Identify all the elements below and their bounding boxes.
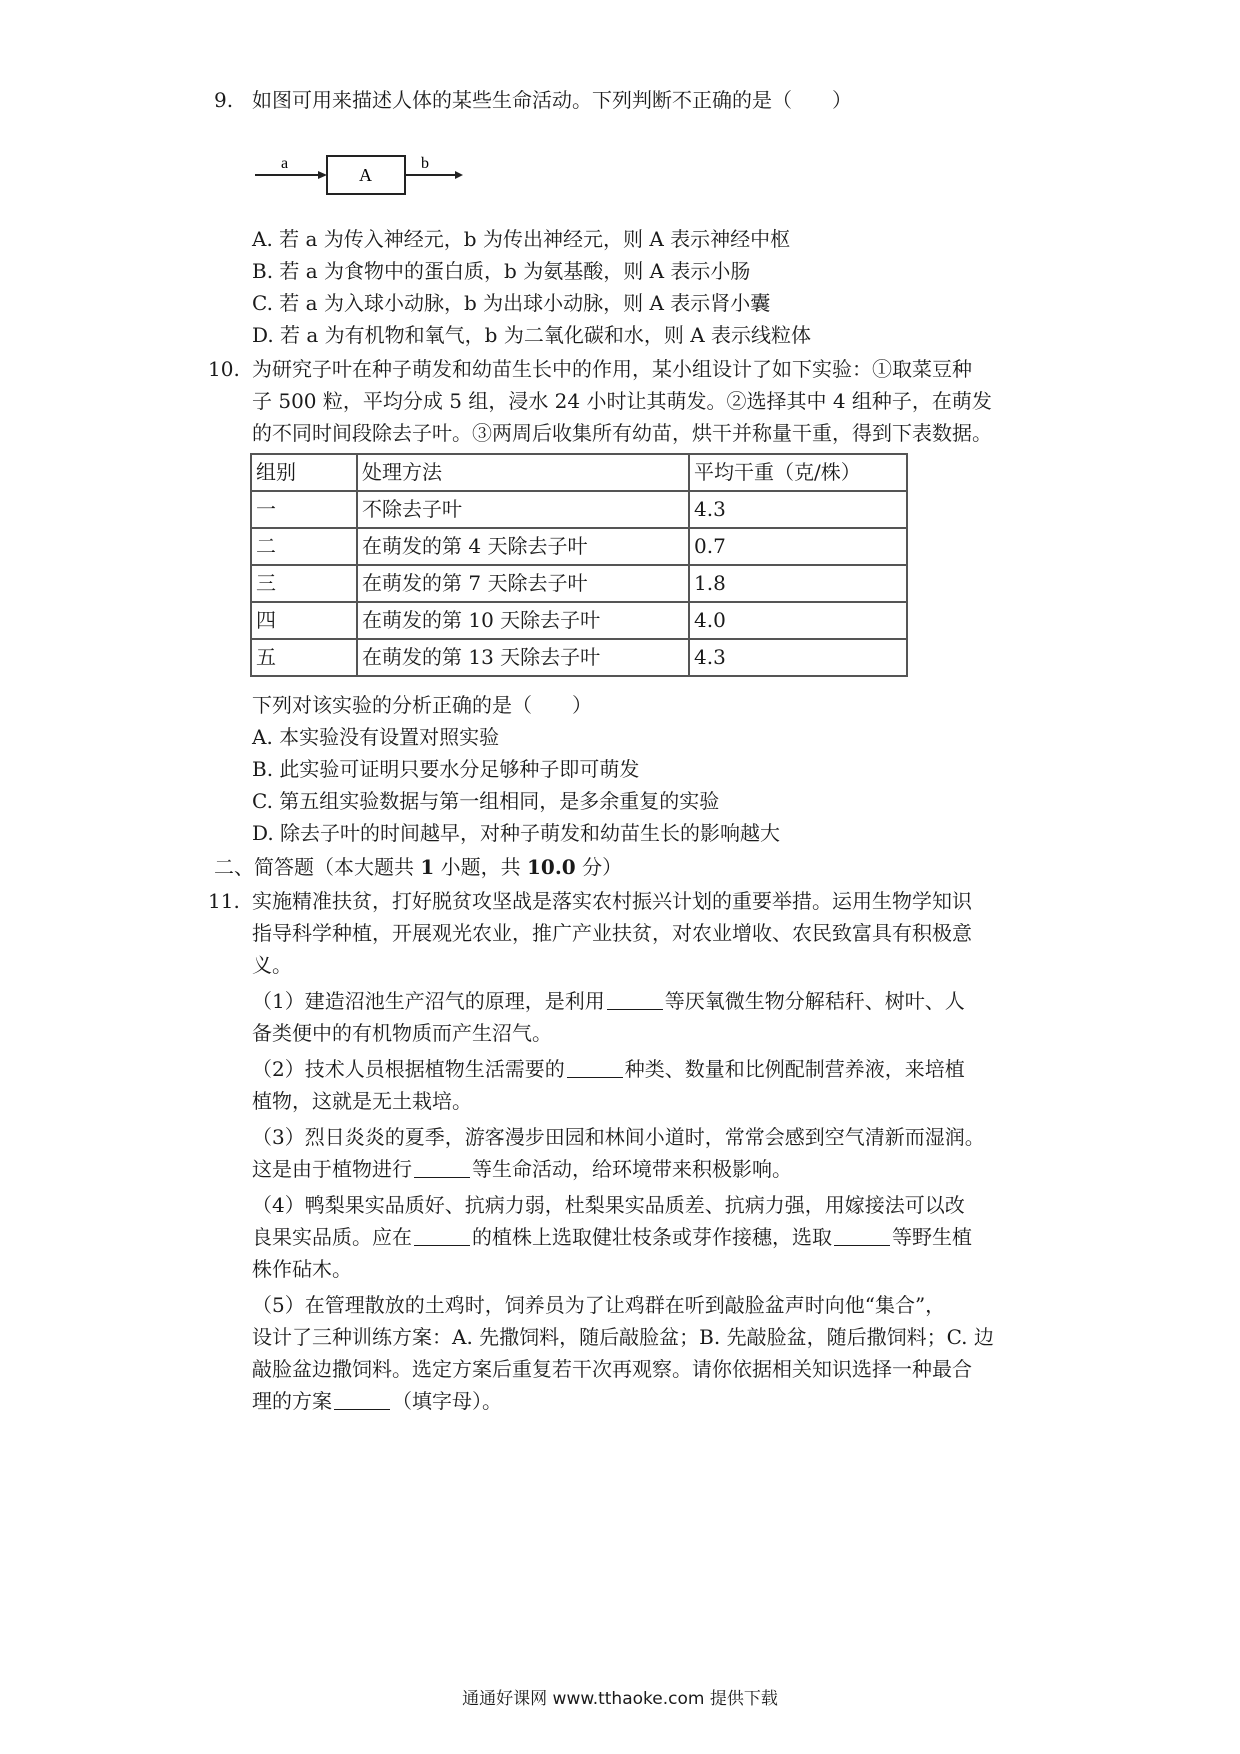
table-cell: 0.7 <box>689 528 907 565</box>
q11-part-2-line-1 <box>252 1054 965 1084</box>
q11-part-2-line-2: 植物，这就是无土栽培。 <box>252 1089 472 1113</box>
q11-part-5-line-4 <box>252 1386 502 1416</box>
q11-part-2-text-cont: 种类、数量和比例配制营养液，来培植 <box>624 1057 965 1081</box>
q9-option-d: D. 若 a 为有机物和氧气，b 为二氧化碳和水，则 A 表示线粒体 <box>252 323 811 347</box>
q11-part-4-text-end: 等野生植 <box>892 1225 972 1249</box>
q10-number: 10. <box>208 357 240 381</box>
q9-arrow-out-head <box>455 171 463 179</box>
section-heading-mid: 小题，共 <box>434 855 527 879</box>
q11-number: 11. <box>208 889 240 913</box>
q10-option-c: C. 第五组实验数据与第一组相同，是多余重复的实验 <box>252 789 720 813</box>
answer-blank-1[interactable] <box>607 989 663 1010</box>
answer-blank-4[interactable] <box>414 1225 470 1246</box>
table-cell: 在萌发的第 10 天除去子叶 <box>357 602 689 639</box>
table-cell: 二 <box>251 528 357 565</box>
q10-data-table <box>250 453 908 677</box>
q9-option-c: C. 若 a 为入球小动脉，b 为出球小动脉，则 A 表示肾小囊 <box>252 291 771 315</box>
table-header-cell: 处理方法 <box>357 454 689 491</box>
q11-part-5-line-3: 敲脸盆边撒饲料。选定方案后重复若干次再观察。请你依据相关知识选择一种最合 <box>252 1357 972 1381</box>
table-cell: 4.3 <box>689 639 907 676</box>
table-row <box>251 602 907 639</box>
q10-option-a: A. 本实验没有设置对照实验 <box>252 725 500 749</box>
q11-part-1-line-1 <box>252 986 965 1016</box>
table-cell: 三 <box>251 565 357 602</box>
q11-stem-line-2: 指导科学种植，开展观光农业，推广产业扶贫，对农业增收、农民致富具有积极意 <box>252 921 972 945</box>
q10-stem-line-1: 为研究子叶在种子萌发和幼苗生长中的作用，某小组设计了如下实验：①取菜豆种 <box>252 357 972 381</box>
table-cell: 1.8 <box>689 565 907 602</box>
q9-arrow-in-head <box>318 171 327 179</box>
q11-part-3-line-1: （3）烈日炎炎的夏季，游客漫步田园和林间小道时，常常会感到空气清新而湿润。 <box>252 1125 985 1149</box>
q9-label-box: A <box>359 165 372 185</box>
q10-question: 下列对该实验的分析正确的是（ ） <box>252 693 592 717</box>
q11-part-1-text: （1）建造沼池生产沼气的原理，是利用 <box>252 989 605 1013</box>
table-cell: 在萌发的第 4 天除去子叶 <box>357 528 689 565</box>
table-header-cell: 组别 <box>251 454 357 491</box>
q11-part-5-line-2: 设计了三种训练方案：A. 先撒饲料，随后敲脸盆；B. 先敲脸盆，随后撒饲料；C. 边 <box>252 1325 994 1349</box>
q9-option-a: A. 若 a 为传入神经元，b 为传出神经元，则 A 表示神经中枢 <box>252 227 791 251</box>
table-cell: 在萌发的第 7 天除去子叶 <box>357 565 689 602</box>
answer-blank-3[interactable] <box>414 1157 470 1178</box>
q9-option-b: B. 若 a 为食物中的蛋白质，b 为氨基酸，则 A 表示小肠 <box>252 259 751 283</box>
q11-part-5-text: 理的方案 <box>252 1389 332 1413</box>
q11-part-2-text: （2）技术人员根据植物生活需要的 <box>252 1057 565 1081</box>
q11-stem-line-3: 义。 <box>252 953 292 977</box>
q10-option-b: B. 此实验可证明只要水分足够种子即可萌发 <box>252 757 640 781</box>
table-cell: 4.0 <box>689 602 907 639</box>
q10-stem-line-3: 的不同时间段除去子叶。③两周后收集所有幼苗，烘干并称量干重，得到下表数据。 <box>252 421 992 445</box>
q11-part-3-text: 这是由于植物进行 <box>252 1157 412 1181</box>
section-score: 10.0 <box>527 855 576 879</box>
q11-part-3-text-cont: 等生命活动，给环境带来积极影响。 <box>472 1157 792 1181</box>
section-question-count: 1 <box>420 855 435 879</box>
table-cell: 4.3 <box>689 491 907 528</box>
table-cell: 一 <box>251 491 357 528</box>
q9-stem: 如图可用来描述人体的某些生命活动。下列判断不正确的是（ ） <box>252 88 852 112</box>
table-cell: 在萌发的第 13 天除去子叶 <box>357 639 689 676</box>
table-row <box>251 565 907 602</box>
q11-part-3-line-2 <box>252 1154 792 1184</box>
q9-diagram <box>255 150 465 210</box>
q11-part-4-text: 良果实品质。应在 <box>252 1225 412 1249</box>
table-row <box>251 639 907 676</box>
q9-number: 9. <box>214 88 234 112</box>
section-heading-suffix: 分） <box>575 855 623 879</box>
table-cell: 不除去子叶 <box>357 491 689 528</box>
q11-part-4-line-2 <box>252 1222 972 1252</box>
q11-part-4-line-1: （4）鸭梨果实品质好、抗病力弱，杜梨果实品质差、抗病力强，用嫁接法可以改 <box>252 1193 965 1217</box>
q11-part-5-line-1: （5）在管理散放的土鸡时，饲养员为了让鸡群在听到敲脸盆声时向他“集合”， <box>252 1293 946 1317</box>
answer-blank-6[interactable] <box>334 1389 390 1410</box>
q10-option-d: D. 除去子叶的时间越早，对种子萌发和幼苗生长的影响越大 <box>252 821 781 845</box>
q9-label-a: a <box>281 155 289 172</box>
q11-part-4-text-cont: 的植株上选取健壮枝条或芽作接穗，选取 <box>472 1225 832 1249</box>
section-heading <box>214 852 622 882</box>
answer-blank-5[interactable] <box>834 1225 890 1246</box>
table-row <box>251 491 907 528</box>
q11-part-1-line-2: 备类便中的有机物质而产生沼气。 <box>252 1021 552 1045</box>
table-cell: 四 <box>251 602 357 639</box>
table-header-cell: 平均干重（克/株） <box>689 454 907 491</box>
q11-part-4-line-3: 株作砧木。 <box>252 1257 352 1281</box>
table-row <box>251 528 907 565</box>
answer-blank-2[interactable] <box>567 1057 623 1078</box>
page-footer: 通通好课网 www.tthaoke.com 提供下载 <box>462 1689 778 1709</box>
q11-part-5-text-end: （填字母）。 <box>392 1389 502 1413</box>
q11-stem-line-1: 实施精准扶贫，打好脱贫攻坚战是落实农村振兴计划的重要举措。运用生物学知识 <box>252 889 972 913</box>
q10-stem-line-2: 子 500 粒，平均分成 5 组，浸水 24 小时让其萌发。②选择其中 4 组种子，在萌发 <box>252 389 992 413</box>
section-heading-prefix: 二、简答题（本大题共 <box>214 855 421 879</box>
q11-part-1-text-cont: 等厌氧微生物分解秸秆、树叶、人 <box>664 989 965 1013</box>
q9-label-b: b <box>421 155 429 172</box>
table-cell: 五 <box>251 639 357 676</box>
table-header-row <box>251 454 907 491</box>
